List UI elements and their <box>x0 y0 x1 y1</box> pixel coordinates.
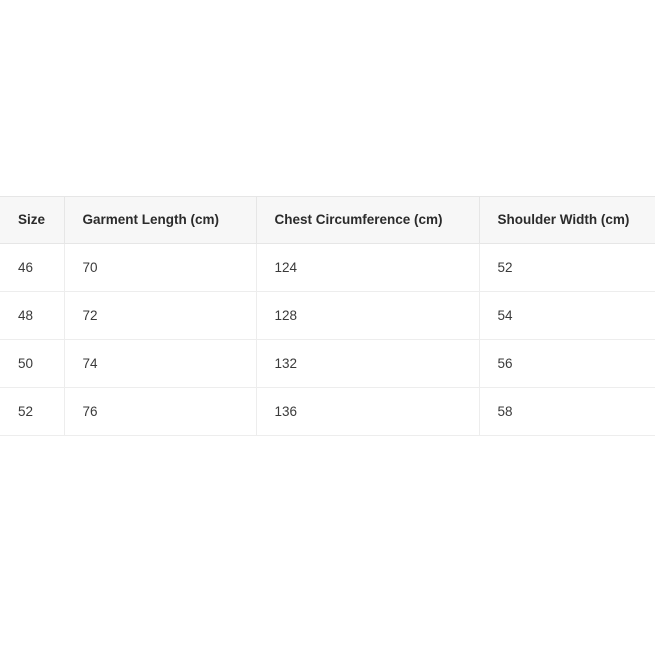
cell-garment-length: 76 <box>64 388 256 436</box>
cell-garment-length: 72 <box>64 292 256 340</box>
cell-shoulder-width: 56 <box>479 340 655 388</box>
column-header-shoulder-width: Shoulder Width (cm) <box>479 197 655 244</box>
table-header <box>0 197 655 244</box>
column-header-size: Size <box>0 197 64 244</box>
table-row <box>0 340 655 388</box>
table-row <box>0 388 655 436</box>
size-chart-container <box>0 196 655 436</box>
size-chart-table <box>0 196 655 436</box>
cell-size: 48 <box>0 292 64 340</box>
cell-garment-length: 70 <box>64 244 256 292</box>
cell-chest-circumference: 136 <box>256 388 479 436</box>
table-row <box>0 244 655 292</box>
column-header-garment-length: Garment Length (cm) <box>64 197 256 244</box>
cell-chest-circumference: 132 <box>256 340 479 388</box>
cell-size: 50 <box>0 340 64 388</box>
cell-shoulder-width: 52 <box>479 244 655 292</box>
cell-chest-circumference: 124 <box>256 244 479 292</box>
table-header-row <box>0 197 655 244</box>
cell-chest-circumference: 128 <box>256 292 479 340</box>
table-body <box>0 244 655 436</box>
table-row <box>0 292 655 340</box>
cell-garment-length: 74 <box>64 340 256 388</box>
cell-size: 46 <box>0 244 64 292</box>
cell-size: 52 <box>0 388 64 436</box>
cell-shoulder-width: 58 <box>479 388 655 436</box>
cell-shoulder-width: 54 <box>479 292 655 340</box>
column-header-chest-circumference: Chest Circumference (cm) <box>256 197 479 244</box>
